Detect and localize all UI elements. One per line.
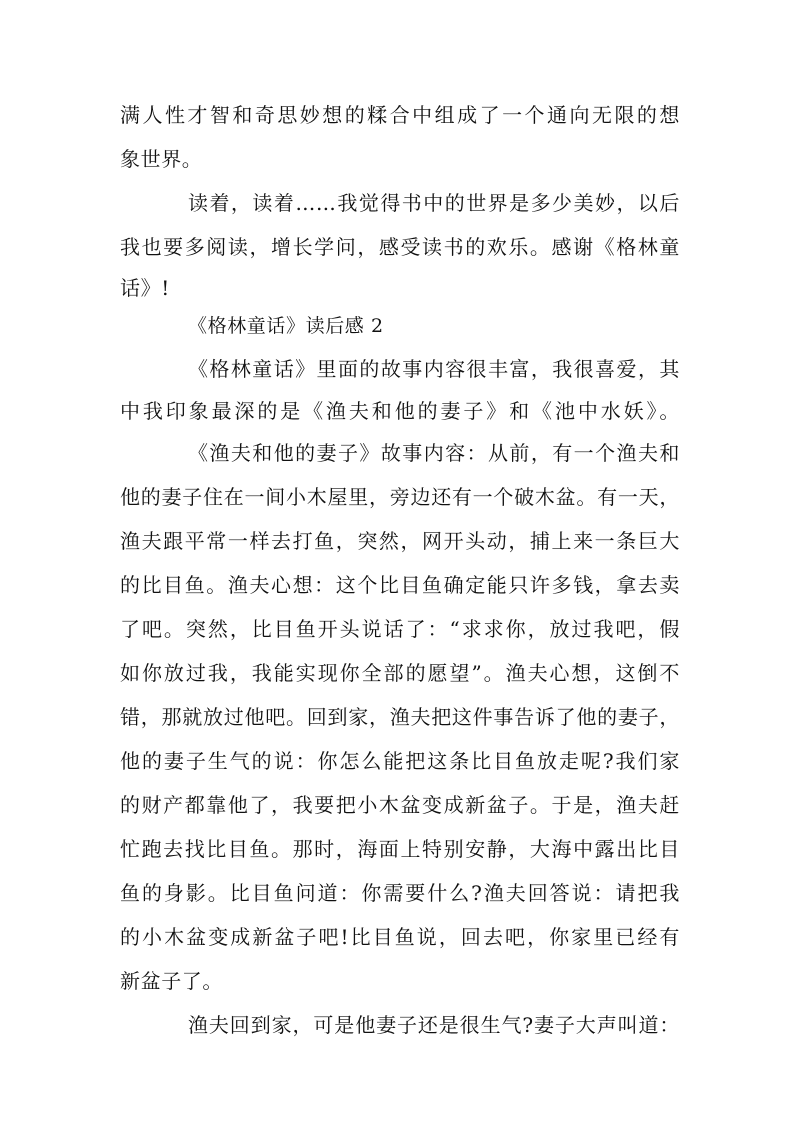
text-line: 的小木盆变成新盆子吧!比目鱼说，回去吧，你家里已经有 [120,925,680,949]
text-line: 渔夫跟平常一样去打鱼，突然，网开头动，捕上来一条巨大 [120,529,680,553]
text-line: 渔夫回到家，可是他妻子还是很生气?妻子大声叫道： [188,1013,680,1037]
text-line: 错，那就放过他吧。回到家，渔夫把这件事告诉了他的妻子， [120,705,680,729]
text-line: 我也要多阅读，增长学问，感受读书的欢乐。感谢《格林童 [120,235,680,259]
text-line: 他的妻子生气的说：你怎么能把这条比目鱼放走呢?我们家 [120,749,680,773]
text-line: 忙跑去找比目鱼。那时，海面上特别安静，大海中露出比目 [120,837,680,861]
text-line: 满人性才智和奇思妙想的糅合中组成了一个通向无限的想 [120,103,680,127]
text-line: 如你放过我，我能实现你全部的愿望”。渔夫心想，这倒不 [120,661,680,685]
text-line: 的财产都靠他了，我要把小木盆变成新盆子。于是，渔夫赶 [120,793,680,817]
text-line: 象世界。 [120,147,203,171]
text-line: 中我印象最深的是《渔夫和他的妻子》和《池中水妖》。 [120,399,680,423]
text-line: 话》! [120,276,170,300]
text-line: 了吧。突然，比目鱼开头说话了：“求求你，放过我吧，假 [120,617,680,641]
text-line: 《渔夫和他的妻子》故事内容：从前，有一个渔夫和 [188,441,680,465]
text-line: 《格林童话》里面的故事内容很丰富，我很喜爱，其 [188,357,680,381]
text-line: 读着，读着……我觉得书中的世界是多少美妙，以后 [188,191,680,215]
text-line: 鱼的身影。比目鱼问道：你需要什么?渔夫回答说：请把我 [120,881,680,905]
text-line: 的比目鱼。渔夫心想：这个比目鱼确定能只许多钱，拿去卖 [120,573,680,597]
section-heading: 《格林童话》读后感 2 [188,315,384,337]
text-line: 新盆子了。 [120,969,223,993]
text-line: 他的妻子住在一间小木屋里，旁边还有一个破木盆。有一天， [120,485,680,509]
